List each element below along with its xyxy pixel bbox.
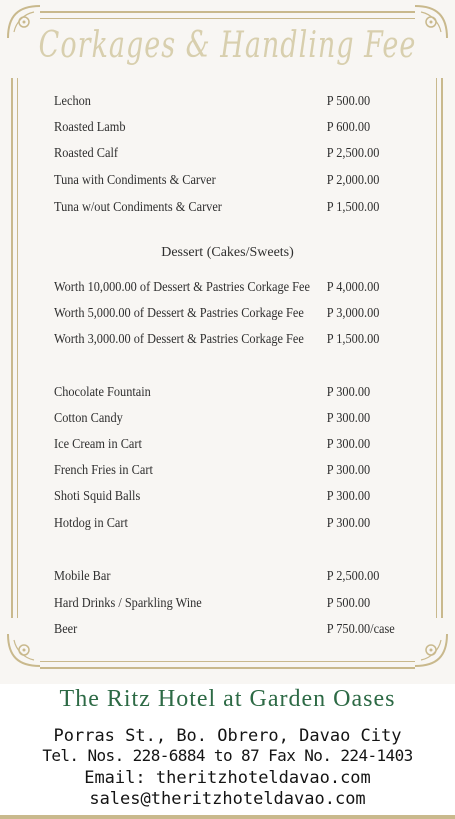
- item-price: P 300.00: [326, 489, 371, 504]
- left-border-inner: [17, 78, 18, 618]
- item-name: Hotdog in Cart: [54, 516, 128, 531]
- item-name: Ice Cream in Cart: [54, 437, 142, 452]
- left-border-outer: [11, 78, 13, 618]
- bottom-border-inner: [40, 661, 415, 662]
- item-name: Hard Drinks / Sparkling Wine: [54, 596, 202, 611]
- list-item: [54, 332, 380, 358]
- dessert-heading: Dessert (Cakes/Sweets): [161, 245, 294, 260]
- bottom-border-outer: [40, 667, 415, 669]
- item-name: Lechon: [54, 94, 91, 109]
- item-price: P 1,500.00: [326, 200, 380, 215]
- item-name: Tuna w/out Condiments & Carver: [54, 200, 222, 215]
- item-price: P 300.00: [326, 463, 371, 478]
- menu-title: Corkages & Handling Fee: [38, 24, 417, 67]
- item-price: P 3,000.00: [326, 306, 380, 321]
- item-name: Mobile Bar: [54, 569, 111, 584]
- item-name: Cotton Candy: [54, 411, 123, 426]
- item-name: French Fries in Cart: [54, 463, 153, 478]
- list-item: [54, 120, 371, 146]
- list-item: [54, 173, 380, 199]
- hotel-email: Email: theritzhoteldavao.com: [84, 768, 371, 788]
- list-item: [54, 596, 371, 622]
- hotel-address: Porras St., Bo. Obrero, Davao City: [53, 726, 402, 746]
- item-price: P 2,500.00: [326, 146, 380, 161]
- list-item: [54, 94, 371, 120]
- list-item: [54, 516, 371, 542]
- item-price: P 600.00: [326, 120, 371, 135]
- list-item: [54, 437, 371, 463]
- hotel-phone: Tel. Nos. 228-6884 to 87 Fax No. 224-1403: [42, 746, 413, 765]
- item-price: P 300.00: [326, 411, 371, 426]
- item-price: P 1,500.00: [326, 332, 380, 347]
- item-price: P 750.00/case: [326, 622, 395, 637]
- item-name: Worth 10,000.00 of Dessert & Pastries Corkage Fee: [54, 280, 310, 295]
- item-price: P 2,000.00: [326, 173, 380, 188]
- top-border-outer: [40, 11, 415, 13]
- corner-flourish-icon: [411, 630, 451, 670]
- list-item: [54, 463, 371, 489]
- item-price: P 500.00: [326, 94, 371, 109]
- item-name: Tuna with Condiments & Carver: [54, 173, 216, 188]
- right-border-inner: [436, 78, 437, 618]
- top-border-inner: [40, 18, 415, 19]
- item-price: P 2,500.00: [326, 569, 380, 584]
- item-price: P 300.00: [326, 385, 371, 400]
- hotel-sales-email: sales@theritzhoteldavao.com: [89, 789, 366, 809]
- list-item: [54, 306, 380, 332]
- item-name: Beer: [54, 622, 78, 637]
- list-item: [54, 200, 380, 226]
- item-name: Roasted Calf: [54, 146, 118, 161]
- corner-flourish-icon: [4, 630, 44, 670]
- item-price: P 300.00: [326, 437, 371, 452]
- list-item: [54, 489, 371, 515]
- item-name: Roasted Lamb: [54, 120, 126, 135]
- item-name: Chocolate Fountain: [54, 385, 151, 400]
- list-item: [54, 622, 395, 648]
- list-item: [54, 569, 380, 595]
- item-price: P 500.00: [326, 596, 371, 611]
- list-item: [54, 280, 380, 306]
- bottom-rule: [0, 815, 455, 819]
- list-item: [54, 411, 371, 437]
- item-name: Worth 3,000.00 of Dessert & Pastries Corkage Fee: [54, 332, 304, 347]
- item-price: P 4,000.00: [326, 280, 380, 295]
- right-border-outer: [441, 78, 443, 618]
- list-item: [54, 146, 380, 172]
- item-price: P 300.00: [326, 516, 371, 531]
- item-name: Shoti Squid Balls: [54, 489, 141, 504]
- hotel-name: The Ritz Hotel at Garden Oases: [59, 686, 396, 712]
- list-item: [54, 385, 371, 411]
- item-name: Worth 5,000.00 of Dessert & Pastries Corkage Fee: [54, 306, 304, 321]
